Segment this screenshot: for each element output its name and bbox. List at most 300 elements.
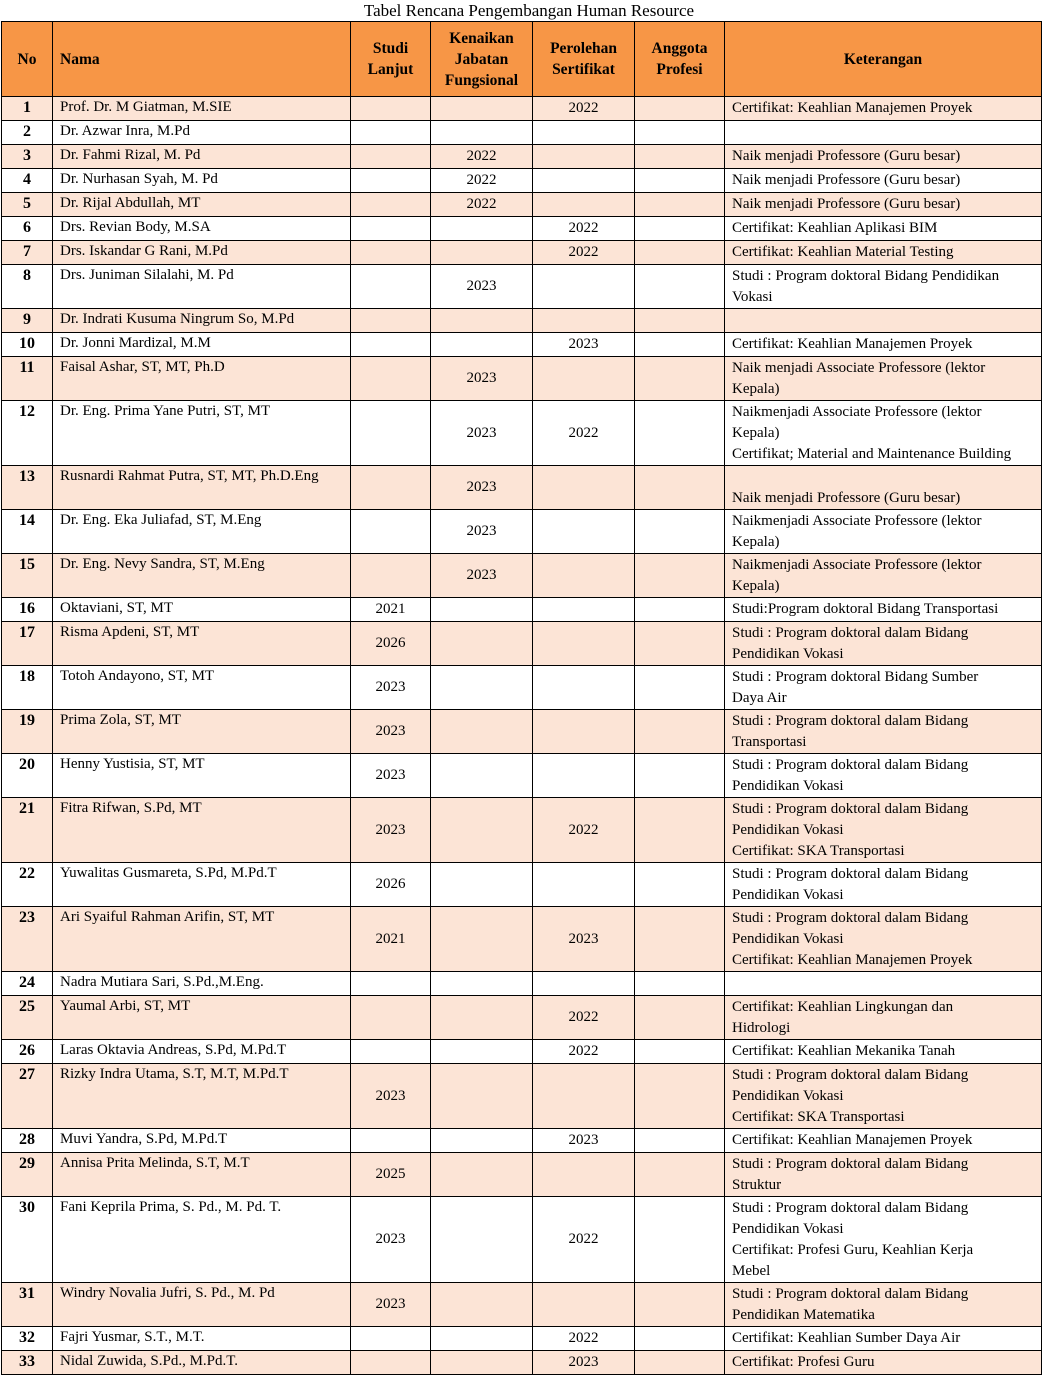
cell-no: 11 (2, 357, 53, 401)
cell-anggota-profesi (635, 241, 725, 265)
cell-no: 15 (2, 554, 53, 598)
keterangan-line: Kepala) (732, 425, 780, 441)
keterangan-line: Pendidikan Vokasi (732, 778, 844, 794)
cell-studi-lanjut (351, 265, 431, 309)
cell-anggota-profesi (635, 598, 725, 622)
cell-anggota-profesi (635, 309, 725, 333)
cell-no: 8 (2, 265, 53, 309)
cell-keterangan (725, 510, 1042, 554)
header-keterangan: Keterangan (725, 22, 1042, 97)
header-kenaikan-jabatan (431, 22, 533, 97)
cell-no: 12 (2, 401, 53, 466)
cell-nama: Drs. Iskandar G Rani, M.Pd (53, 241, 351, 265)
header-anggota-line: Anggota (651, 40, 708, 57)
keterangan-line: Certifikat: Keahlian Manajemen Proyek (732, 336, 973, 352)
keterangan-line: Kepala) (732, 534, 780, 550)
cell-kenaikan-jabatan (431, 798, 533, 863)
header-studi-line: Lanjut (367, 61, 414, 78)
cell-no: 14 (2, 510, 53, 554)
cell-no: 13 (2, 466, 53, 510)
cell-keterangan (725, 907, 1042, 972)
cell-no: 17 (2, 622, 53, 666)
cell-anggota-profesi (635, 754, 725, 798)
cell-keterangan (725, 1327, 1042, 1351)
cell-nama: Dr. Nurhasan Syah, M. Pd (53, 169, 351, 193)
cell-studi-lanjut (351, 333, 431, 357)
cell-nama: Laras Oktavia Andreas, S.Pd, M.Pd.T (53, 1040, 351, 1064)
keterangan-line: Certifikat: Keahlian Lingkungan dan (732, 999, 954, 1015)
cell-studi-lanjut: 2021 (351, 907, 431, 972)
cell-nama: Fani Keprila Prima, S. Pd., M. Pd. T. (53, 1197, 351, 1283)
keterangan-line: Studi : Program doktoral dalam Bidang (732, 757, 969, 773)
cell-perolehan-sertifikat: 2023 (533, 1351, 635, 1375)
keterangan-line: Certifikat: Keahlian Manajemen Proyek (732, 100, 973, 116)
cell-studi-lanjut (351, 309, 431, 333)
cell-perolehan-sertifikat (533, 145, 635, 169)
cell-kenaikan-jabatan (431, 622, 533, 666)
cell-nama: Dr. Indrati Kusuma Ningrum So, M.Pd (53, 309, 351, 333)
table-row (2, 145, 1042, 169)
table-row (2, 598, 1042, 622)
cell-no: 3 (2, 145, 53, 169)
keterangan-line: Studi : Program doktoral dalam Bidang (732, 1067, 969, 1083)
cell-perolehan-sertifikat (533, 554, 635, 598)
cell-kenaikan-jabatan (431, 972, 533, 996)
cell-no: 32 (2, 1327, 53, 1351)
keterangan-line: Certifikat: Keahlian Manajemen Proyek (732, 952, 973, 968)
cell-anggota-profesi (635, 666, 725, 710)
table-row (2, 996, 1042, 1040)
cell-nama: Oktaviani, ST, MT (53, 598, 351, 622)
cell-kenaikan-jabatan: 2022 (431, 145, 533, 169)
table-row (2, 97, 1042, 121)
cell-studi-lanjut: 2026 (351, 863, 431, 907)
header-nama: Nama (53, 22, 351, 97)
cell-anggota-profesi (635, 217, 725, 241)
cell-no: 33 (2, 1351, 53, 1375)
keterangan-line: Studi : Program doktoral dalam Bidang (732, 1286, 969, 1302)
keterangan-line: Studi : Program doktoral dalam Bidang (732, 625, 969, 641)
cell-no: 22 (2, 863, 53, 907)
cell-kenaikan-jabatan (431, 1040, 533, 1064)
cell-anggota-profesi (635, 554, 725, 598)
table-row (2, 1351, 1042, 1375)
cell-no: 2 (2, 121, 53, 145)
cell-kenaikan-jabatan: 2023 (431, 510, 533, 554)
keterangan-line: Certifikat: Profesi Guru, Keahlian Kerja (732, 1242, 974, 1258)
header-kenaikan-line: Jabatan (454, 50, 509, 68)
cell-keterangan (725, 754, 1042, 798)
cell-perolehan-sertifikat (533, 622, 635, 666)
table-row (2, 907, 1042, 972)
header-studi-line: Studi (372, 40, 409, 57)
table-row (2, 1197, 1042, 1283)
cell-keterangan (725, 554, 1042, 598)
cell-kenaikan-jabatan (431, 121, 533, 145)
cell-kenaikan-jabatan (431, 754, 533, 798)
cell-keterangan (725, 863, 1042, 907)
cell-anggota-profesi (635, 996, 725, 1040)
table-row (2, 622, 1042, 666)
cell-no: 10 (2, 333, 53, 357)
cell-perolehan-sertifikat: 2023 (533, 1129, 635, 1153)
cell-no: 18 (2, 666, 53, 710)
keterangan-line: Daya Air (732, 690, 787, 706)
keterangan-line: Naikmenjadi Associate Professore (lektor (732, 557, 982, 573)
cell-anggota-profesi (635, 1040, 725, 1064)
cell-keterangan (725, 466, 1042, 510)
cell-nama: Nadra Mutiara Sari, S.Pd.,M.Eng. (53, 972, 351, 996)
cell-kenaikan-jabatan (431, 1283, 533, 1327)
cell-studi-lanjut (351, 554, 431, 598)
header-anggota-line: Profesi (656, 61, 703, 78)
header-anggota-profesi (635, 22, 725, 97)
cell-anggota-profesi (635, 510, 725, 554)
cell-kenaikan-jabatan: 2022 (431, 169, 533, 193)
cell-nama: Dr. Fahmi Rizal, M. Pd (53, 145, 351, 169)
header-perolehan-sertifikat (533, 22, 635, 97)
table-row (2, 401, 1042, 466)
table-row (2, 169, 1042, 193)
keterangan-line: Pendidikan Vokasi (732, 1088, 844, 1104)
cell-studi-lanjut: 2023 (351, 1283, 431, 1327)
cell-anggota-profesi (635, 169, 725, 193)
cell-nama: Faisal Ashar, ST, MT, Ph.D (53, 357, 351, 401)
table-row (2, 1283, 1042, 1327)
cell-perolehan-sertifikat (533, 754, 635, 798)
header-no: No (2, 22, 53, 97)
keterangan-line: Hidrologi (732, 1020, 791, 1036)
cell-nama: Fajri Yusmar, S.T., M.T. (53, 1327, 351, 1351)
cell-anggota-profesi (635, 401, 725, 466)
cell-perolehan-sertifikat (533, 357, 635, 401)
keterangan-line: Studi:Program doktoral Bidang Transportasi (732, 601, 999, 617)
cell-nama: Dr. Jonni Mardizal, M.M (53, 333, 351, 357)
cell-keterangan (725, 1153, 1042, 1197)
cell-nama: Rusnardi Rahmat Putra, ST, MT, Ph.D.Eng (53, 466, 351, 510)
keterangan-line: Studi : Program doktoral Bidang Sumber (732, 669, 979, 685)
cell-studi-lanjut (351, 241, 431, 265)
keterangan-line: Naik menjadi Professore (Guru besar) (732, 172, 961, 188)
cell-keterangan (725, 622, 1042, 666)
cell-keterangan (725, 666, 1042, 710)
cell-nama: Dr. Eng. Prima Yane Putri, ST, MT (53, 401, 351, 466)
cell-kenaikan-jabatan (431, 1351, 533, 1375)
cell-no: 21 (2, 798, 53, 863)
table-row (2, 1064, 1042, 1129)
cell-studi-lanjut (351, 1327, 431, 1351)
cell-no: 16 (2, 598, 53, 622)
cell-perolehan-sertifikat: 2022 (533, 1040, 635, 1064)
cell-perolehan-sertifikat: 2022 (533, 996, 635, 1040)
cell-perolehan-sertifikat (533, 169, 635, 193)
cell-anggota-profesi (635, 1064, 725, 1129)
cell-perolehan-sertifikat: 2023 (533, 333, 635, 357)
cell-keterangan (725, 265, 1042, 309)
cell-perolehan-sertifikat (533, 598, 635, 622)
cell-nama: Windry Novalia Jufri, S. Pd., M. Pd (53, 1283, 351, 1327)
table-row (2, 754, 1042, 798)
cell-nama: Dr. Azwar Inra, M.Pd (53, 121, 351, 145)
cell-kenaikan-jabatan (431, 907, 533, 972)
table-row (2, 466, 1042, 510)
cell-anggota-profesi (635, 1197, 725, 1283)
cell-no: 31 (2, 1283, 53, 1327)
cell-kenaikan-jabatan: 2023 (431, 401, 533, 466)
cell-keterangan (725, 1040, 1042, 1064)
keterangan-line: Naik menjadi Associate Professore (lektor (732, 360, 986, 376)
table-row (2, 710, 1042, 754)
header-perolehan-line: Perolehan (550, 40, 617, 57)
cell-studi-lanjut (351, 121, 431, 145)
cell-perolehan-sertifikat (533, 466, 635, 510)
cell-kenaikan-jabatan (431, 1153, 533, 1197)
table-row (2, 217, 1042, 241)
cell-kenaikan-jabatan (431, 217, 533, 241)
cell-anggota-profesi (635, 863, 725, 907)
cell-studi-lanjut (351, 972, 431, 996)
keterangan-line: Pendidikan Vokasi (732, 646, 844, 662)
cell-keterangan (725, 1064, 1042, 1129)
cell-anggota-profesi (635, 1129, 725, 1153)
table-row (2, 309, 1042, 333)
cell-anggota-profesi (635, 710, 725, 754)
table-row (2, 972, 1042, 996)
table-row (2, 241, 1042, 265)
cell-perolehan-sertifikat: 2023 (533, 907, 635, 972)
cell-no: 6 (2, 217, 53, 241)
table-row (2, 798, 1042, 863)
cell-anggota-profesi (635, 1283, 725, 1327)
cell-perolehan-sertifikat: 2022 (533, 798, 635, 863)
cell-perolehan-sertifikat: 2022 (533, 1327, 635, 1351)
keterangan-line: Certifikat; Material and Maintenance Building (732, 446, 1012, 462)
cell-studi-lanjut (351, 996, 431, 1040)
keterangan-line: Certifikat: Keahlian Aplikasi BIM (732, 220, 938, 236)
cell-kenaikan-jabatan: 2023 (431, 466, 533, 510)
cell-kenaikan-jabatan: 2023 (431, 357, 533, 401)
cell-kenaikan-jabatan (431, 598, 533, 622)
keterangan-line: Struktur (732, 1177, 782, 1193)
cell-keterangan (725, 241, 1042, 265)
cell-keterangan (725, 1283, 1042, 1327)
cell-nama: Fitra Rifwan, S.Pd, MT (53, 798, 351, 863)
cell-studi-lanjut: 2026 (351, 622, 431, 666)
cell-perolehan-sertifikat (533, 510, 635, 554)
table-row (2, 1327, 1042, 1351)
keterangan-line: Kepala) (732, 578, 780, 594)
cell-studi-lanjut (351, 97, 431, 121)
keterangan-line: Certifikat: SKA Transportasi (732, 1109, 905, 1125)
cell-perolehan-sertifikat (533, 1153, 635, 1197)
cell-nama: Dr. Rijal Abdullah, MT (53, 193, 351, 217)
cell-no: 1 (2, 97, 53, 121)
cell-nama: Henny Yustisia, ST, MT (53, 754, 351, 798)
keterangan-line: Studi : Program doktoral dalam Bidang (732, 910, 969, 926)
keterangan-line: Certifikat: Keahlian Material Testing (732, 244, 954, 260)
cell-perolehan-sertifikat: 2022 (533, 217, 635, 241)
keterangan-line: Pendidikan Vokasi (732, 887, 844, 903)
table-title: Tabel Rencana Pengembangan Human Resource (363, 1, 695, 20)
cell-no: 26 (2, 1040, 53, 1064)
cell-studi-lanjut (351, 1351, 431, 1375)
table-row (2, 265, 1042, 309)
cell-studi-lanjut (351, 510, 431, 554)
table-body (2, 97, 1042, 1375)
cell-perolehan-sertifikat: 2022 (533, 241, 635, 265)
cell-anggota-profesi (635, 121, 725, 145)
cell-keterangan (725, 972, 1042, 996)
cell-no: 28 (2, 1129, 53, 1153)
cell-studi-lanjut (351, 145, 431, 169)
cell-no: 9 (2, 309, 53, 333)
cell-kenaikan-jabatan (431, 996, 533, 1040)
cell-keterangan (725, 401, 1042, 466)
cell-anggota-profesi (635, 1153, 725, 1197)
cell-no: 19 (2, 710, 53, 754)
cell-anggota-profesi (635, 357, 725, 401)
cell-kenaikan-jabatan (431, 333, 533, 357)
cell-nama: Muvi Yandra, S.Pd, M.Pd.T (53, 1129, 351, 1153)
keterangan-line: Transportasi (732, 734, 807, 750)
header-perolehan-line: Sertifikat (552, 61, 615, 78)
cell-studi-lanjut (351, 1129, 431, 1153)
cell-keterangan (725, 710, 1042, 754)
keterangan-line: Studi : Program doktoral dalam Bidang (732, 866, 969, 882)
cell-kenaikan-jabatan (431, 863, 533, 907)
cell-studi-lanjut (351, 1040, 431, 1064)
cell-perolehan-sertifikat (533, 1064, 635, 1129)
cell-perolehan-sertifikat: 2022 (533, 97, 635, 121)
cell-nama: Risma Apdeni, ST, MT (53, 622, 351, 666)
keterangan-line: Certifikat: Profesi Guru (732, 1354, 875, 1370)
cell-kenaikan-jabatan: 2023 (431, 554, 533, 598)
cell-kenaikan-jabatan (431, 1064, 533, 1129)
cell-keterangan (725, 1129, 1042, 1153)
cell-nama: Ari Syaiful Rahman Arifin, ST, MT (53, 907, 351, 972)
cell-perolehan-sertifikat (533, 265, 635, 309)
cell-anggota-profesi (635, 798, 725, 863)
cell-studi-lanjut: 2023 (351, 1197, 431, 1283)
cell-studi-lanjut: 2025 (351, 1153, 431, 1197)
cell-anggota-profesi (635, 333, 725, 357)
header-kenaikan-line: Kenaikan (449, 29, 514, 47)
cell-no: 5 (2, 193, 53, 217)
keterangan-line: Studi : Program doktoral dalam Bidang (732, 1200, 969, 1216)
cell-kenaikan-jabatan (431, 309, 533, 333)
keterangan-line: Certifikat: SKA Transportasi (732, 843, 905, 859)
keterangan-line: Pendidikan Vokasi (732, 931, 844, 947)
cell-studi-lanjut: 2023 (351, 710, 431, 754)
cell-keterangan (725, 1351, 1042, 1375)
cell-perolehan-sertifikat (533, 193, 635, 217)
cell-no: 25 (2, 996, 53, 1040)
table-row (2, 1129, 1042, 1153)
cell-anggota-profesi (635, 145, 725, 169)
cell-nama: Prima Zola, ST, MT (53, 710, 351, 754)
cell-kenaikan-jabatan: 2022 (431, 193, 533, 217)
keterangan-line: Studi : Program doktoral dalam Bidang (732, 713, 969, 729)
cell-anggota-profesi (635, 622, 725, 666)
keterangan-line: Studi : Program doktoral dalam Bidang (732, 801, 969, 817)
cell-nama: Prof. Dr. M Giatman, M.SIE (53, 97, 351, 121)
cell-studi-lanjut (351, 357, 431, 401)
cell-no: 4 (2, 169, 53, 193)
cell-keterangan (725, 798, 1042, 863)
cell-kenaikan-jabatan (431, 97, 533, 121)
header-studi-lanjut (351, 22, 431, 97)
cell-perolehan-sertifikat: 2022 (533, 1197, 635, 1283)
table-row (2, 357, 1042, 401)
cell-keterangan (725, 598, 1042, 622)
cell-studi-lanjut (351, 169, 431, 193)
cell-studi-lanjut: 2023 (351, 754, 431, 798)
cell-nama: Drs. Juniman Silalahi, M. Pd (53, 265, 351, 309)
cell-studi-lanjut (351, 466, 431, 510)
cell-perolehan-sertifikat (533, 863, 635, 907)
header-row (2, 22, 1042, 97)
keterangan-line: Pendidikan Matematika (732, 1307, 875, 1323)
cell-nama: Rizky Indra Utama, S.T, M.T, M.Pd.T (53, 1064, 351, 1129)
cell-keterangan (725, 309, 1042, 333)
header-kenaikan-line: Fungsional (444, 71, 519, 89)
keterangan-line: Naikmenjadi Associate Professore (lektor (732, 513, 982, 529)
cell-perolehan-sertifikat (533, 1283, 635, 1327)
cell-kenaikan-jabatan: 2023 (431, 265, 533, 309)
keterangan-line: Studi : Program doktoral Bidang Pendidikan (732, 268, 1000, 284)
table-row (2, 863, 1042, 907)
cell-nama: Nidal Zuwida, S.Pd., M.Pd.T. (53, 1351, 351, 1375)
cell-anggota-profesi (635, 193, 725, 217)
cell-keterangan (725, 996, 1042, 1040)
cell-kenaikan-jabatan (431, 241, 533, 265)
keterangan-line: Naik menjadi Professore (Guru besar) (732, 148, 961, 164)
cell-nama: Dr. Eng. Eka Juliafad, ST, M.Eng (53, 510, 351, 554)
cell-nama: Yaumal Arbi, ST, MT (53, 996, 351, 1040)
table-row (2, 121, 1042, 145)
cell-studi-lanjut: 2023 (351, 798, 431, 863)
cell-nama: Drs. Revian Body, M.SA (53, 217, 351, 241)
cell-keterangan (725, 145, 1042, 169)
cell-studi-lanjut: 2021 (351, 598, 431, 622)
cell-kenaikan-jabatan (431, 1197, 533, 1283)
cell-anggota-profesi (635, 1351, 725, 1375)
table-row (2, 1153, 1042, 1197)
cell-perolehan-sertifikat (533, 666, 635, 710)
cell-no: 29 (2, 1153, 53, 1197)
cell-kenaikan-jabatan (431, 666, 533, 710)
cell-no: 20 (2, 754, 53, 798)
cell-perolehan-sertifikat (533, 121, 635, 145)
cell-no: 7 (2, 241, 53, 265)
keterangan-line: Naik menjadi Professore (Guru besar) (732, 196, 961, 212)
cell-perolehan-sertifikat (533, 309, 635, 333)
cell-perolehan-sertifikat (533, 710, 635, 754)
table-row (2, 510, 1042, 554)
keterangan-line: Certifikat: Keahlian Sumber Daya Air (732, 1330, 961, 1346)
keterangan-line: Certifikat: Keahlian Manajemen Proyek (732, 1132, 973, 1148)
cell-keterangan (725, 357, 1042, 401)
cell-keterangan (725, 97, 1042, 121)
keterangan-line: Pendidikan Vokasi (732, 1221, 844, 1237)
cell-keterangan (725, 121, 1042, 145)
cell-kenaikan-jabatan (431, 710, 533, 754)
keterangan-line: Studi : Program doktoral dalam Bidang (732, 1156, 969, 1172)
cell-kenaikan-jabatan (431, 1129, 533, 1153)
cell-perolehan-sertifikat (533, 972, 635, 996)
cell-keterangan (725, 217, 1042, 241)
cell-nama: Dr. Eng. Nevy Sandra, ST, M.Eng (53, 554, 351, 598)
